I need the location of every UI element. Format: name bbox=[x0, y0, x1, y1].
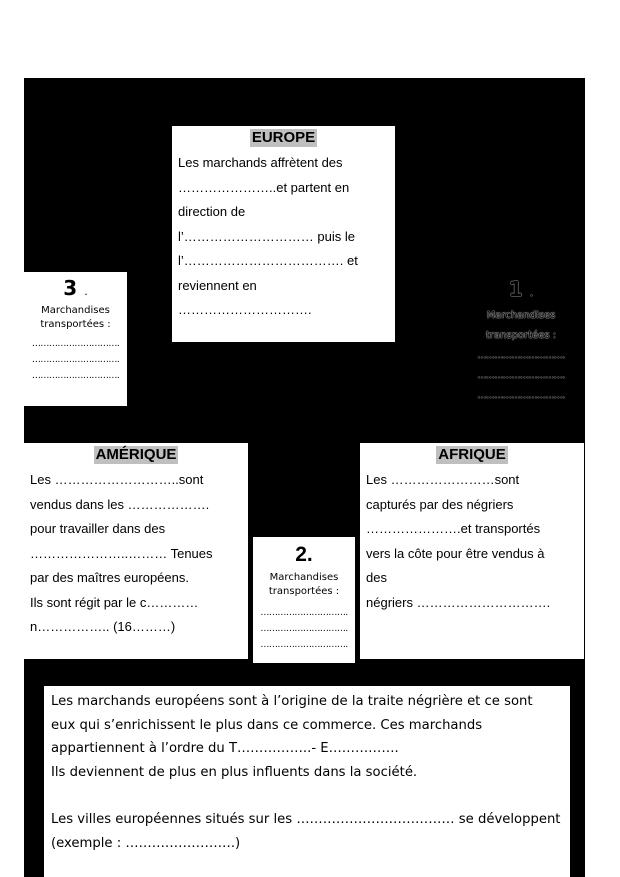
goods-box-3-label-line: transportées : bbox=[40, 319, 111, 330]
goods-box-3-number: 3 bbox=[63, 276, 78, 300]
fill-in-line[interactable]: …………………………. bbox=[31, 339, 120, 349]
europe-line: reviennent en bbox=[178, 277, 257, 293]
goods-box-1 bbox=[462, 276, 580, 410]
europe-line: direction de bbox=[178, 204, 246, 219]
afrique-line: ………………….et transportés bbox=[366, 521, 541, 536]
afrique-line: vers la côte pour être vendus à bbox=[366, 545, 545, 561]
fill-in-line[interactable]: …………………………. bbox=[260, 640, 348, 650]
fill-in-line[interactable]: …………………………. bbox=[477, 371, 565, 381]
goods-box-2 bbox=[253, 537, 355, 663]
amerique-line: pour travailler dans des bbox=[30, 521, 166, 536]
afrique-line: Les ……………………sont bbox=[366, 472, 520, 487]
goods-box-1-number: 1 bbox=[508, 277, 523, 301]
fill-in-line[interactable]: …………………………. bbox=[477, 391, 565, 401]
amerique-line: n…………….. (16………) bbox=[30, 619, 176, 634]
europe-line: l’………………………………. et bbox=[178, 253, 358, 268]
goods-box-1-dot: . bbox=[529, 286, 534, 299]
summary-box bbox=[44, 686, 570, 877]
amerique-text bbox=[30, 468, 242, 640]
europe-line: Les marchands affrètent des bbox=[178, 155, 343, 170]
amerique-line: vendus dans les ………………. bbox=[30, 496, 210, 512]
goods-box-2-label: Marchandises transportées : bbox=[268, 572, 340, 597]
fill-in-line[interactable]: …………………………. bbox=[477, 351, 565, 361]
europe-line: l’………………………… puis le bbox=[178, 228, 355, 244]
summary-line: (exemple : …………………….) bbox=[51, 835, 241, 851]
amerique-line: par des maîtres européens. bbox=[30, 570, 189, 585]
afrique-title: AFRIQUE bbox=[438, 446, 506, 463]
goods-box-3-label-line: Marchandises bbox=[41, 305, 110, 316]
fill-in-line[interactable]: …………………………. bbox=[260, 608, 348, 618]
summary-line: Les villes européennes situés sur les ……………………………… se développent bbox=[51, 811, 561, 827]
goods-box-3-label bbox=[24, 304, 127, 332]
fill-in-line[interactable]: …………………………. bbox=[260, 624, 348, 634]
summary-line: Ils deviennent de plus en plus influents dans la société. bbox=[51, 764, 418, 780]
afrique-text bbox=[366, 468, 578, 615]
amerique-title: AMÉRIQUE bbox=[95, 446, 177, 463]
afrique-line: des bbox=[366, 570, 387, 585]
goods-box-1-label-line: Marchandises bbox=[486, 310, 556, 321]
amerique-line: Ils sont régit par le c………… bbox=[30, 594, 199, 610]
europe-line: …………………..et partent en bbox=[178, 179, 350, 195]
europe-line: …………………………. bbox=[178, 302, 312, 317]
fill-in-line[interactable]: …………………………. bbox=[31, 355, 120, 365]
summary-blank-line bbox=[51, 784, 562, 808]
goods-box-1-label-line: transportées : bbox=[485, 330, 557, 341]
europe-title: EUROPE bbox=[251, 129, 316, 146]
goods-box-1-label bbox=[462, 306, 580, 346]
amerique-line: …………………..……… Tenues bbox=[30, 545, 213, 561]
europe-text bbox=[178, 151, 389, 323]
amerique-box bbox=[24, 443, 248, 659]
fill-in-line[interactable]: …………………………. bbox=[31, 371, 120, 381]
europe-box bbox=[172, 126, 395, 342]
afrique-line: négriers …………………………. bbox=[366, 594, 551, 610]
goods-box-2-number: 2. bbox=[295, 543, 313, 566]
summary-line: appartiennent à l’ordre du T……………..- E……………. bbox=[51, 741, 399, 757]
goods-box-3-dot: . bbox=[84, 285, 88, 298]
summary-line: eux qui s’enrichissent le plus dans ce commerce. Ces marchands bbox=[51, 717, 483, 733]
summary-line: Les marchands européens sont à l’origine de la traite négrière et ce sont bbox=[51, 694, 533, 709]
amerique-line: Les ………………………..sont bbox=[30, 472, 204, 487]
goods-box-3 bbox=[24, 272, 127, 406]
afrique-box bbox=[360, 443, 584, 659]
afrique-line: capturés par des négriers bbox=[366, 496, 514, 512]
